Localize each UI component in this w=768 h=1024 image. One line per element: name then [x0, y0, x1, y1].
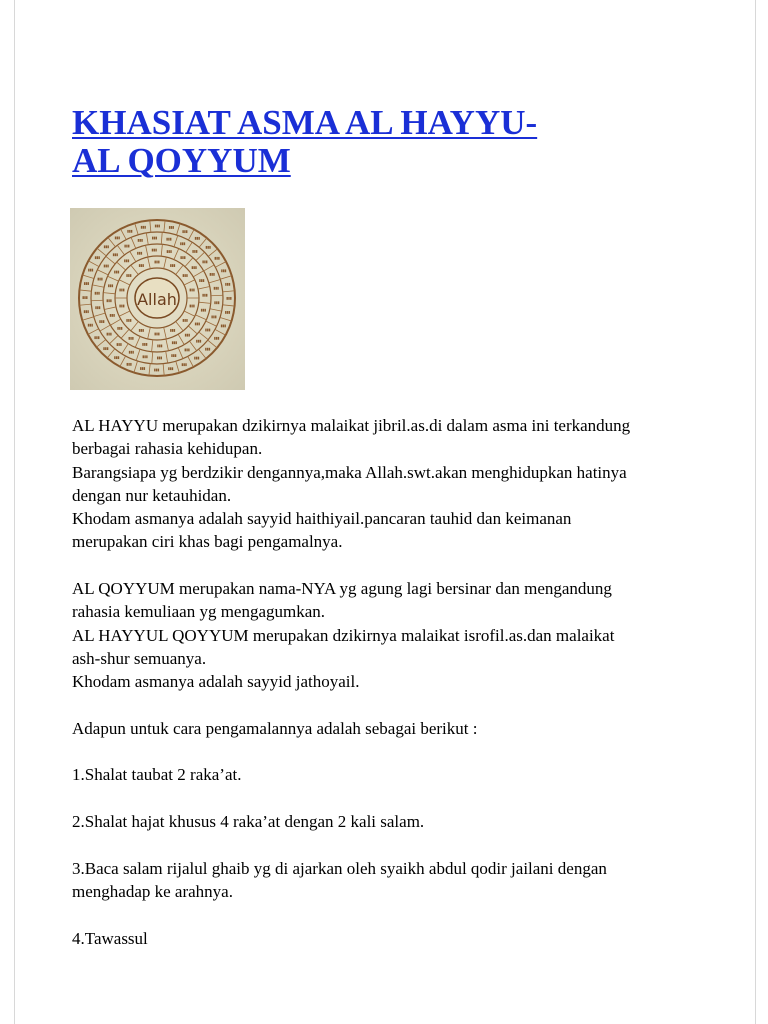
seal-center-text: Allah — [137, 290, 177, 309]
text-line: Barangsiapa yg berdzikir dengannya,maka Allah.swt.akan menghidupkan hatinya — [72, 462, 627, 482]
text-line: Adapun untuk cara pengamalannya adalah sebagai berikut : — [72, 718, 478, 738]
text-line: 3.Baca salam rijalul ghaib yg di ajarkan oleh syaikh abdul qodir jailani dengan — [72, 858, 607, 878]
document-body — [72, 414, 712, 950]
text-line: 4.Tawassul — [72, 928, 148, 948]
document-title-link[interactable] — [72, 104, 537, 180]
text-line: berbagai rahasia kehidupan. — [72, 439, 263, 459]
text-line: rahasia kemuliaan yg mengagumkan. — [72, 602, 326, 622]
calligraphy-seal-image — [70, 208, 245, 390]
text-line: merupakan ciri khas bagi pengamalnya. — [72, 532, 343, 552]
text-line: dengan nur ketauhidan. — [72, 485, 232, 505]
text-line: Khodam asmanya adalah sayyid jathoyail. — [72, 672, 360, 692]
title-line-2[interactable]: AL QOYYUM — [72, 141, 291, 180]
paragraph-gap — [72, 787, 712, 810]
title-line-1[interactable]: KHASIAT ASMA AL HAYYU- — [72, 103, 538, 142]
paragraph-gap — [72, 833, 712, 856]
paragraph-gap — [72, 694, 712, 717]
text-line: 1.Shalat taubat 2 raka’at. — [72, 765, 242, 785]
text-line: menghadap ke arahnya. — [72, 881, 233, 901]
text-line: 2.Shalat hajat khusus 4 raka’at dengan 2 kali salam. — [72, 812, 425, 832]
text-line: AL HAYYU merupakan dzikirnya malaikat jibril.as.di dalam asma ini terkandung — [72, 416, 631, 435]
seal-graphic — [70, 208, 245, 390]
text-line: ash-shur semuanya. — [72, 648, 207, 668]
paragraph-gap — [72, 903, 712, 926]
paragraph-gap — [72, 554, 712, 577]
text-line: Khodam asmanya adalah sayyid haithiyail.pancaran tauhid dan keimanan — [72, 509, 572, 529]
text-line: AL QOYYUM merupakan nama-NYA yg agung lagi bersinar dan mengandung — [72, 579, 612, 599]
paragraph-gap — [72, 740, 712, 763]
text-line: AL HAYYUL QOYYUM merupakan dzikirnya malaikat isrofil.as.dan malaikat — [72, 625, 615, 645]
